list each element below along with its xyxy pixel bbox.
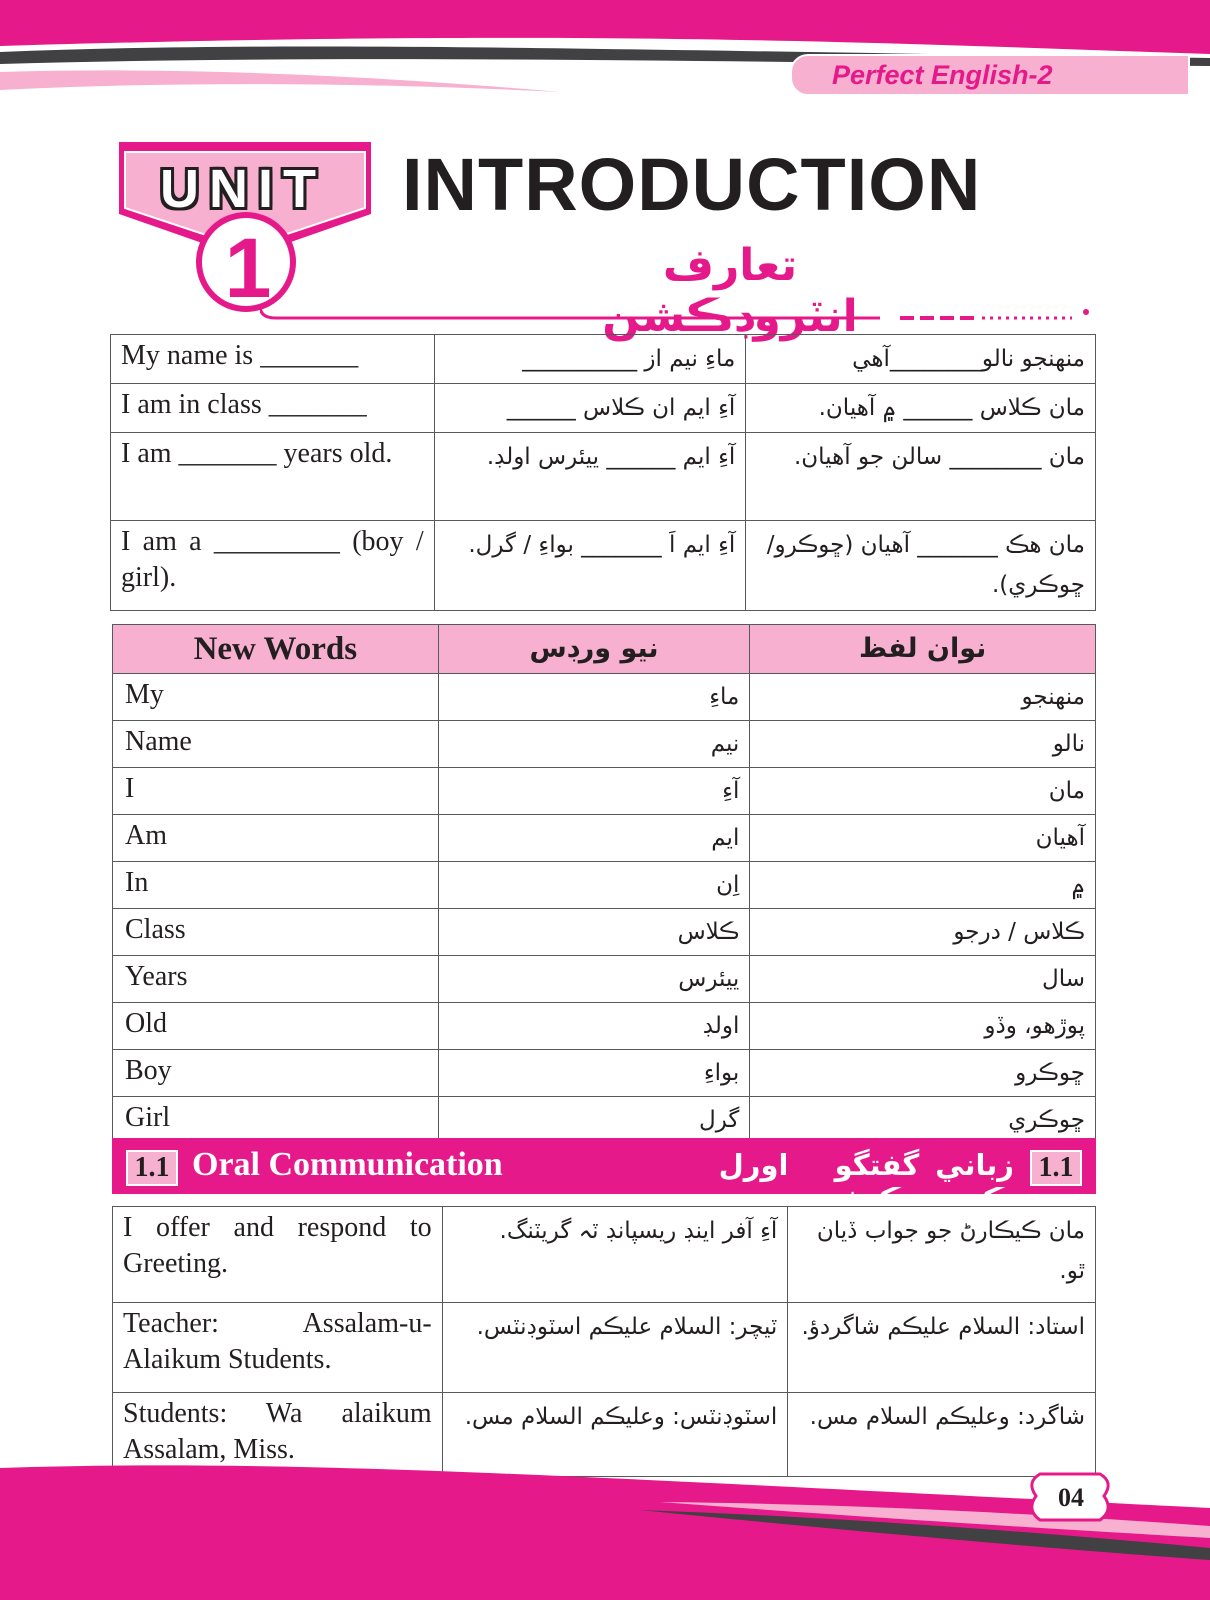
table-row	[113, 909, 1096, 956]
word-transliteration: ماءِ	[438, 674, 750, 721]
word-sindhi: منهنجو	[750, 674, 1096, 721]
intro-en: I am in class _______	[111, 384, 435, 433]
word-en: I	[113, 768, 439, 815]
intro-en: I am _______ years old.	[111, 433, 435, 521]
table-row	[111, 384, 1096, 433]
word-sindhi: ڇوڪرو	[750, 1050, 1096, 1097]
oral-en: Students: Wa alaikum Assalam, Miss.	[113, 1393, 443, 1477]
bottom-decorative-band	[0, 1448, 1210, 1600]
table-row	[111, 521, 1096, 611]
table-row	[113, 1050, 1096, 1097]
section-title-en: Oral Communication	[192, 1146, 503, 1183]
word-sindhi: سال	[750, 956, 1096, 1003]
oral-sindhi: مان ڪيڪارڻ جو جواب ڏيان ٿو.	[788, 1207, 1096, 1303]
word-sindhi: پوڙهو، وڏو	[750, 1003, 1096, 1050]
table-row	[111, 335, 1096, 384]
intro-transliteration: آءِ ايم ان ڪلاس ______	[434, 384, 746, 433]
word-en: Boy	[113, 1050, 439, 1097]
table-row	[113, 674, 1096, 721]
word-transliteration: گرل	[438, 1097, 750, 1144]
word-sindhi: مان	[750, 768, 1096, 815]
word-transliteration: ڪلاس	[438, 909, 750, 956]
intro-sindhi: مان ڪلاس ______ ۾ آهيان.	[746, 384, 1096, 433]
word-en: Class	[113, 909, 439, 956]
page-title: INTRODUCTION	[402, 143, 982, 226]
intro-transliteration: آءِ ايم اَ _______ بواءِ / گرل.	[434, 521, 746, 611]
word-en: Old	[113, 1003, 439, 1050]
oral-sindhi: استاد: السلام عليڪم شاگردؤ.	[788, 1303, 1096, 1393]
table-row	[113, 1207, 1096, 1303]
word-sindhi: آهيان	[750, 815, 1096, 862]
intro-en: My name is _______	[111, 335, 435, 384]
word-transliteration: بواءِ	[438, 1050, 750, 1097]
title-underline	[260, 300, 1100, 330]
intro-table	[110, 334, 1096, 611]
intro-sindhi: مان ________ سالن جو آهيان.	[746, 433, 1096, 521]
unit-label: UNIT	[160, 159, 326, 219]
word-en: Am	[113, 815, 439, 862]
new-words-header-transliteration: نيو ورڊس	[438, 625, 750, 674]
word-en: Years	[113, 956, 439, 1003]
intro-sindhi: منهنجو نالو________آهي	[746, 335, 1096, 384]
word-sindhi: ۾	[750, 862, 1096, 909]
word-transliteration: اولڊ	[438, 1003, 750, 1050]
page-number: 04	[1058, 1483, 1084, 1512]
intro-en: I am a _________ (boy / girl).	[111, 521, 435, 611]
section-number: 1.1	[126, 1150, 178, 1186]
page-title-sindhi: تعارف انٽروڊڪشن	[602, 240, 858, 342]
table-row	[113, 956, 1096, 1003]
section-number-sindhi: 1.1	[1030, 1150, 1082, 1186]
new-words-header-en: New Words	[113, 625, 439, 674]
book-title: Perfect English-2	[832, 59, 1053, 90]
intro-transliteration: آءِ ايم ______ ييئرس اولڊ.	[434, 433, 746, 521]
word-transliteration: آءِ	[438, 768, 750, 815]
table-row	[113, 768, 1096, 815]
intro-sindhi: مان هڪ _______ آهيان (ڇوڪرو/ڇوڪري).	[746, 521, 1096, 611]
table-row	[113, 815, 1096, 862]
word-transliteration: اِن	[438, 862, 750, 909]
oral-communication-table	[112, 1206, 1096, 1477]
new-words-header-sindhi: نوان لفظ	[750, 625, 1096, 674]
word-en: Girl	[113, 1097, 439, 1144]
table-row	[113, 1003, 1096, 1050]
oral-transliteration: آءِ آفر اينڊ ريسپانڊ ٽہ گريٽنگ.	[442, 1207, 788, 1303]
section-heading	[112, 1138, 1096, 1216]
word-transliteration: ايم	[438, 815, 750, 862]
unit-number: 1	[224, 221, 272, 315]
table-row	[113, 1097, 1096, 1144]
table-row	[111, 433, 1096, 521]
table-row	[113, 721, 1096, 768]
word-transliteration: نيم	[438, 721, 750, 768]
oral-transliteration: اسٽوڊنٽس: وعليڪم السلام مس.	[442, 1393, 788, 1477]
section-title-transliteration: اورل ڪميونيڪيشن	[718, 1148, 1014, 1216]
word-transliteration: ييئرس	[438, 956, 750, 1003]
word-sindhi: ڪلاس / درجو	[750, 909, 1096, 956]
oral-transliteration: ٽيچر: السلام عليڪم اسٽوڊنٽس.	[442, 1303, 788, 1393]
word-sindhi: نالو	[750, 721, 1096, 768]
book-title-badge	[790, 54, 1190, 96]
intro-transliteration: ماءِ نيم از __________	[434, 335, 746, 384]
word-sindhi: ڇوڪري	[750, 1097, 1096, 1144]
section-title-sindhi-native: زباني گفتگو	[834, 1148, 1014, 1182]
new-words-table	[112, 624, 1096, 1144]
oral-en: I offer and respond to Greeting.	[113, 1207, 443, 1303]
table-row	[113, 1303, 1096, 1393]
word-en: In	[113, 862, 439, 909]
table-header-row	[113, 625, 1096, 674]
oral-en: Teacher: Assalam-u-Alaikum Students.	[113, 1303, 443, 1393]
oral-sindhi: شاگرد: وعليڪم السلام مس.	[788, 1393, 1096, 1477]
table-row	[113, 862, 1096, 909]
word-en: My	[113, 674, 439, 721]
word-en: Name	[113, 721, 439, 768]
